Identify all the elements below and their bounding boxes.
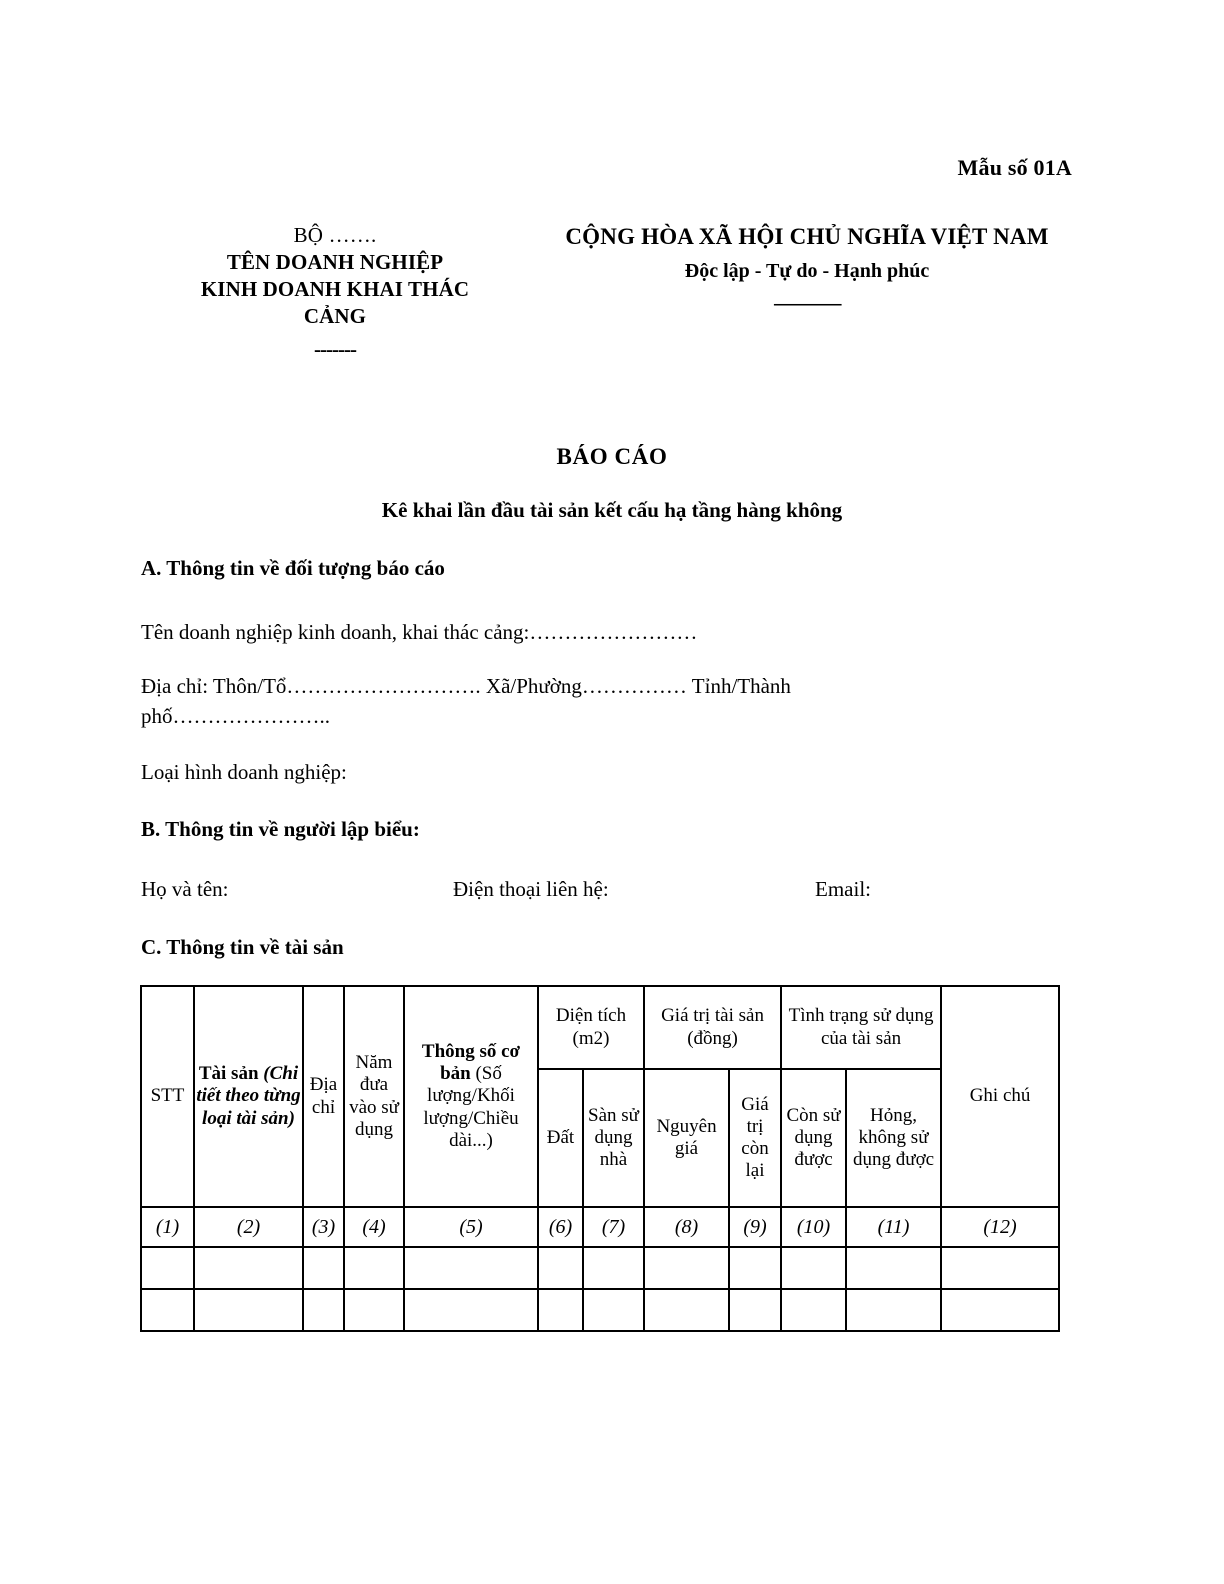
organization-line-2: KINH DOANH KHAI THÁC xyxy=(200,276,470,301)
table-cell[interactable] xyxy=(141,1289,194,1331)
col-header-address: Địa chỉ xyxy=(303,986,344,1207)
table-cell[interactable] xyxy=(729,1247,781,1289)
document-subtitle: Kê khai lần đầu tài sản kết cấu hạ tầng hàng không xyxy=(381,498,843,522)
col-header-asset xyxy=(194,986,303,1207)
column-number-cell-1: (1) xyxy=(141,1207,194,1247)
table-cell[interactable] xyxy=(303,1289,344,1331)
table-cell[interactable] xyxy=(344,1289,404,1331)
enterprise-name-line: Tên doanh nghiệp kinh doanh, khai thác cảng:…………………… xyxy=(141,620,698,644)
table-cell[interactable] xyxy=(344,1247,404,1289)
table-header-row-primary xyxy=(141,986,1059,1069)
table-cell[interactable] xyxy=(583,1247,644,1289)
preparer-phone-label: Điện thoại liên hệ: xyxy=(453,877,609,901)
table-cell[interactable] xyxy=(644,1247,729,1289)
col-header-spec xyxy=(404,986,538,1207)
national-motto: Độc lập - Tự do - Hạnh phúc xyxy=(684,259,930,282)
table-cell[interactable] xyxy=(404,1289,538,1331)
column-number-cell-11: (11) xyxy=(846,1207,941,1247)
table-cell[interactable] xyxy=(781,1247,846,1289)
issuing-organization-block xyxy=(140,222,530,362)
column-number-cell-3: (3) xyxy=(303,1207,344,1247)
organization-line-3: CẢNG xyxy=(303,303,367,328)
column-number-cell-6: (6) xyxy=(538,1207,583,1247)
preparer-contact-row xyxy=(141,875,1041,905)
group-header-status: Tình trạng sử dụng của tài sản xyxy=(781,986,941,1069)
col-header-remaining-value: Giá trị còn lại xyxy=(729,1069,781,1207)
group-header-area: Diện tích (m2) xyxy=(538,986,644,1069)
column-number-cell-9: (9) xyxy=(729,1207,781,1247)
asset-table xyxy=(140,985,1060,1332)
table-cell[interactable] xyxy=(941,1247,1059,1289)
asset-table-container xyxy=(140,985,1058,1332)
preparer-email-label: Email: xyxy=(815,877,871,901)
group-header-value: Giá trị tài sản (đồng) xyxy=(644,986,781,1069)
asset-table-body xyxy=(141,1207,1059,1331)
col-header-broken: Hỏng, không sử dụng được xyxy=(846,1069,941,1207)
national-heading-block xyxy=(530,222,1084,315)
col-header-spec-detail: (Số lượng/Khối lượng/Chiều dài...) xyxy=(423,1063,519,1151)
column-number-cell-7: (7) xyxy=(583,1207,644,1247)
table-cell[interactable] xyxy=(194,1247,303,1289)
preparer-name-label: Họ và tên: xyxy=(141,877,229,901)
col-header-spec-main: Thông số cơ bản xyxy=(421,1041,521,1085)
table-cell[interactable] xyxy=(538,1247,583,1289)
section-c-heading: C. Thông tin về tài sản xyxy=(141,935,344,959)
document-header xyxy=(140,222,1084,362)
section-a-heading: A. Thông tin về đối tượng báo cáo xyxy=(141,556,445,580)
table-cell[interactable] xyxy=(941,1289,1059,1331)
ministry-label: BỘ ……. xyxy=(293,223,377,247)
table-cell[interactable] xyxy=(194,1289,303,1331)
col-header-floor: Sàn sử dụng nhà xyxy=(583,1069,644,1207)
column-number-cell-10: (10) xyxy=(781,1207,846,1247)
national-title: CỘNG HÒA XÃ HỘI CHỦ NGHĨA VIỆT NAM xyxy=(565,224,1049,249)
col-header-year: Năm đưa vào sử dụng xyxy=(344,986,404,1207)
col-header-asset-main: Tài sản xyxy=(198,1063,259,1085)
address-line: Địa chỉ: Thôn/Tổ………………………. Xã/Phường…………… Tỉnh/Thành phố………………….. xyxy=(141,674,791,728)
col-header-original-price: Nguyên giá xyxy=(644,1069,729,1207)
enterprise-type-line: Loại hình doanh nghiệp: xyxy=(141,760,347,784)
col-header-stt: STT xyxy=(141,986,194,1207)
table-row[interactable] xyxy=(141,1247,1059,1289)
column-number-cell-2: (2) xyxy=(194,1207,303,1247)
table-row[interactable] xyxy=(141,1289,1059,1331)
table-cell[interactable] xyxy=(404,1247,538,1289)
col-header-usable: Còn sử dụng được xyxy=(781,1069,846,1207)
table-cell[interactable] xyxy=(303,1247,344,1289)
document-title: BÁO CÁO xyxy=(556,444,668,469)
column-number-row xyxy=(141,1207,1059,1247)
column-number-cell-12: (12) xyxy=(941,1207,1059,1247)
table-cell[interactable] xyxy=(729,1289,781,1331)
table-cell[interactable] xyxy=(538,1289,583,1331)
organization-divider: ------- xyxy=(314,336,356,361)
table-cell[interactable] xyxy=(846,1247,941,1289)
column-number-cell-4: (4) xyxy=(344,1207,404,1247)
form-number: Mẫu số 01A xyxy=(957,155,1072,180)
table-cell[interactable] xyxy=(781,1289,846,1331)
organization-line-1: TÊN DOANH NGHIỆP xyxy=(226,249,444,274)
col-header-asset-detail: (Chi tiết theo từng loại tài sản) xyxy=(196,1063,301,1129)
table-cell[interactable] xyxy=(644,1289,729,1331)
section-b-heading: B. Thông tin về người lập biểu: xyxy=(141,817,420,841)
col-header-note: Ghi chú xyxy=(941,986,1059,1207)
col-header-land: Đất xyxy=(538,1069,583,1207)
table-cell[interactable] xyxy=(583,1289,644,1331)
column-number-cell-5: (5) xyxy=(404,1207,538,1247)
national-divider: --------------- xyxy=(773,292,841,313)
table-cell[interactable] xyxy=(846,1289,941,1331)
column-number-cell-8: (8) xyxy=(644,1207,729,1247)
table-cell[interactable] xyxy=(141,1247,194,1289)
